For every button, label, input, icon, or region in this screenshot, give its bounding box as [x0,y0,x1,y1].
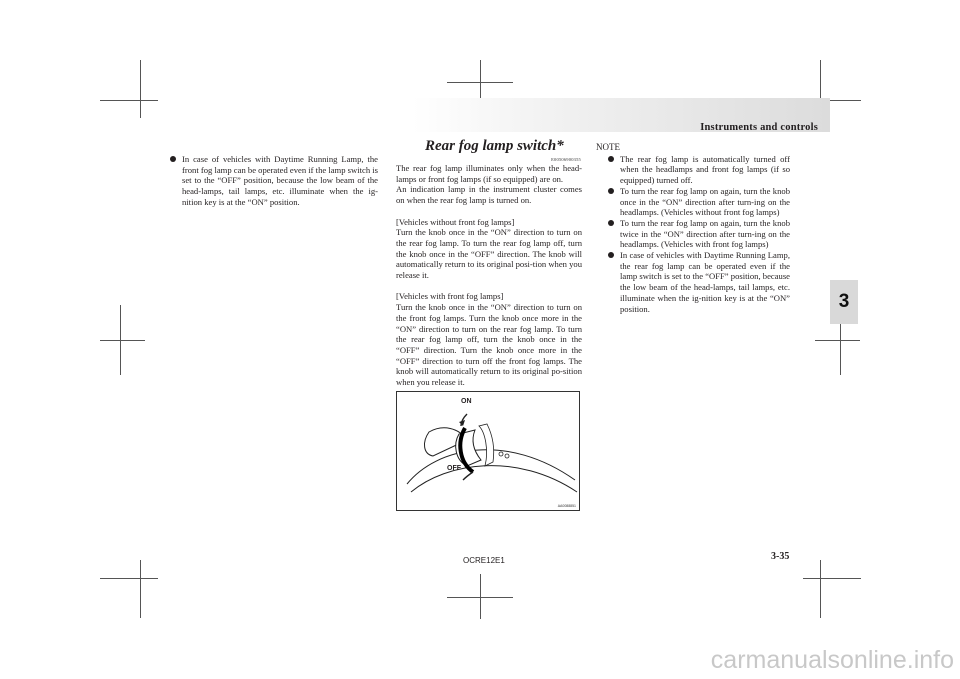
page-header-title: Instruments and controls [700,122,818,133]
figure-label-on: ON [461,398,472,405]
list-item [608,186,790,218]
list-item [170,154,378,208]
figure-code: AA0088851 [557,504,576,508]
subheading-with-front-fog: [Vehicles with front fog lamps] [396,291,504,302]
list-item [608,154,790,186]
chapter-tab: 3 [830,280,858,324]
fog-switch-figure [396,391,580,511]
bullet-text: In case of vehicles with Daytime Running Lamp, the front fog lamp can be operated even if the lamp switch is set to the “OFF” position, because the low beam of the head-lamps, tail lamps, etc. illuminate when the ig-nition key is at the “ON” position. [182,154,378,207]
crop-mark [100,578,158,579]
watermark-text: carmanualsonline.info [710,646,954,674]
crop-mark [447,597,513,598]
subheading-without-front-fog: [Vehicles without front fog lamps] [396,216,515,227]
middle-column [396,163,582,388]
bullet-icon [608,220,614,226]
crop-mark [100,340,145,341]
crop-mark [140,60,141,118]
document-code: OCRE12E1 [463,556,505,565]
note-label: NOTE [596,142,620,152]
figure-label-off: OFF [447,465,461,472]
paragraph-without-front-fog: Turn the knob once in the “ON” direction to turn on the rear fog lamp. To turn the rear fog lamp off, turn the knob once in the “OFF” direction. The knob will automatically return to its original posi-tion when you release it. [396,227,582,281]
intro-paragraph: The rear fog lamp illuminates only when the head-lamps or front fog lamps (if so equipped) are on. [396,163,582,184]
bullet-icon [608,156,614,162]
crop-mark [803,578,861,579]
left-column [170,154,378,208]
crop-mark [140,560,141,618]
lever-illustration [397,392,581,512]
crop-mark [815,340,860,341]
section-code: E00506900355 [551,157,581,162]
bullet-text: To turn the rear fog lamp on again, turn the knob once in the “ON” direction after turn-ing on the headlamps. (Vehicles without front fog lamps) [620,185,790,218]
list-item [608,250,790,314]
bullet-text: The rear fog lamp is automatically turned off when the headlamps and front fog lamps (if so equipped) turned off. [620,153,790,186]
list-item [608,218,790,250]
indicator-paragraph: An indication lamp in the instrument cluster comes on when the rear fog lamp is turned on. [396,184,582,206]
crop-mark [100,100,158,101]
crop-mark [820,560,821,618]
right-column [596,142,790,314]
paragraph-with-front-fog: Turn the knob once in the “ON” direction to turn on the front fog lamps. Turn the knob once more in the “ON” direction to turn on the rear fog lamp. To turn the rear fog lamp off, turn the knob once in the “OFF” direction. Turn the knob once more in the “OFF” direction to turn off the front fog lamps. The knob will automatically return to its original po-sition when you release it. [396,302,582,388]
page-number: 3-35 [771,551,790,562]
section-title: Rear fog lamp switch* [425,138,564,154]
bullet-icon [170,156,176,162]
bullet-icon [608,252,614,258]
bullet-icon [608,188,614,194]
bullet-text: In case of vehicles with Daytime Running Lamp, the rear fog lamp can be operated even if the lamp switch is set to the “OFF” position, because the low beam of the head-lamps, tail lamps, etc. illuminate when the ig-nition key is at the “ON” position. [620,250,790,314]
crop-mark [447,82,513,83]
bullet-text: To turn the rear fog lamp on again, turn the knob twice in the “ON” direction after turn-ing on the headlamps. (Vehicles with front fog lamps) [620,217,790,250]
